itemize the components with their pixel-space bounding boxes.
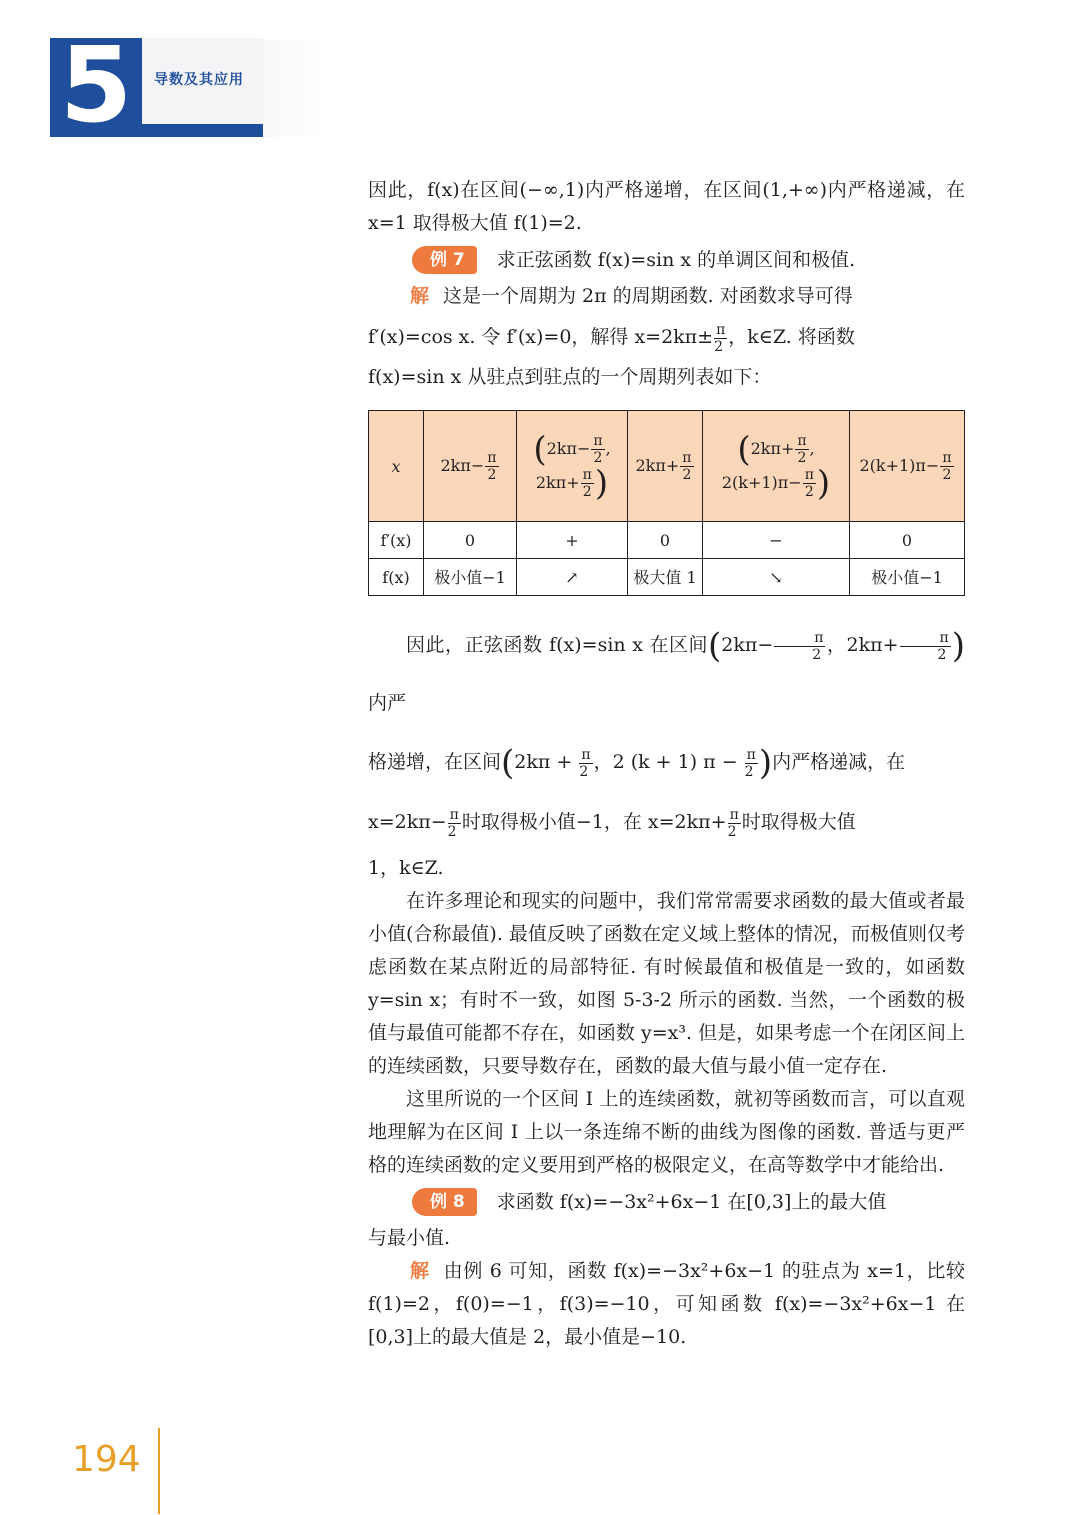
example-7-solution-line3: f(x)=sin x 从驻点到驻点的一个周期列表如下： [368, 366, 772, 388]
conclusion-line2: 格递增，在区间(2kπ + $\frac{\pi}{2}$ ，2 (k + 1) π − $\frac{\pi}{2}$ )内严格递减，在 [368, 743, 906, 783]
table-cell: ↗ [517, 559, 628, 596]
page-body [368, 174, 965, 1354]
paragraph-intro: 因此，f(x)在区间(−∞,1)内严格递增，在区间(1,+∞)内严格递减，在 x=1 取得极大值 f(1)=2. [368, 179, 965, 234]
sine-monotonic-table [368, 410, 965, 596]
solution-label: 解 [410, 285, 430, 307]
example-7-badge: 例 7 [412, 246, 477, 274]
table-cell: 0 [424, 522, 517, 559]
page-number: 194 [72, 1439, 141, 1480]
paragraph-extrema: 在许多理论和现实的问题中，我们常常需要求函数的最大值或者最小值(合称最值). 最值反映了函数在定义域上整体的情况，而极值则仅考虑函数在某点附近的局部特征. 有时候最值和极值是一致的，如函数 y=sin x；有时不一致，如图 5-3-2 所示的函数. 当然，一个函数的极值与最值可能都不存在，如函数 y=x³. 但是，如果考虑一个在闭区间上的连续函数，只要导数存在，函数的最大值与最小值一定存在. [368, 890, 965, 1077]
table-cell: 2kπ+ $\frac{\pi}{2}$ [628, 411, 703, 522]
example-8-question: 求函数 f(x)=−3x²+6x−1 在[0,3]上的最大值 [496, 1190, 887, 1213]
table-cell: 极小值−1 [424, 559, 517, 596]
conclusion-line1: 因此，正弦函数 f(x)=sin x 在区间(2kπ− $\frac{\pi}{2}$ ，2kπ+ $\frac{\pi}{2}$ )内严 [368, 626, 965, 714]
table-cell: 2kπ− $\frac{\pi}{2}$ [424, 411, 517, 522]
table-cell: 极小值−1 [850, 559, 965, 596]
conclusion-line4: 1，k∈Z. [368, 857, 444, 879]
fraction-pi-over-2: $\frac{\pi}{2}$ [714, 321, 726, 355]
example-8-header [368, 1182, 965, 1222]
example-8-badge: 例 8 [412, 1188, 477, 1216]
table-header-x: x [369, 411, 424, 522]
table-cell: 0 [628, 522, 703, 559]
example-7-solution-line2: f′(x)=cos x. 令 f′(x)=0，解得 x=2kπ± $\frac{\pi}{2}$ ，k∈Z. 将函数 [368, 321, 855, 355]
table-row-function [369, 559, 965, 596]
example-8-solution: 解 由例 6 可知，函数 f(x)=−3x²+6x−1 的驻点为 x=1，比较 f(1)=2，f(0)=−1，f(3)=−10，可知函数 f(x)=−3x²+6x−1 在[0,3]上的最大值是 2，最小值是−10. [368, 1260, 965, 1348]
table-cell: (2kπ− $\frac{\pi}{2}$ , 2kπ+ $\frac{\pi}{2}$ ) [517, 411, 628, 522]
table-row-x [369, 411, 965, 522]
paragraph-continuous: 这里所说的一个区间 I 上的连续函数，就初等函数而言，可以直观地理解为在区间 I 上以一条连绵不断的曲线为图像的函数. 普适与更严格的连续函数的定义要用到严格的极限定义，在高等数学中才能给出. [368, 1088, 965, 1176]
table-header-function: f(x) [369, 559, 424, 596]
conclusion-line3: x=2kπ− $\frac{\pi}{2}$ 时取得极小值−1，在 x=2kπ+ $\frac{\pi}{2}$ 时取得极大值 [368, 806, 856, 840]
example-7-solution-line1: 解 这是一个周期为 2π 的周期函数. 对函数求导可得 [410, 285, 853, 307]
table-header-derivative: f′(x) [369, 522, 424, 559]
table-cell: ↘ [703, 559, 850, 596]
chapter-title: 导数及其应用 [154, 72, 244, 88]
example-7-question: 求正弦函数 f(x)=sin x 的单调区间和极值. [496, 248, 856, 271]
table-cell: (2kπ+ $\frac{\pi}{2}$ , 2(k+1)π− $\frac{\pi}{2}$ ) [703, 411, 850, 522]
example-8-question-cont: 与最小值. [368, 1227, 451, 1249]
table-cell: − [703, 522, 850, 559]
chapter-number: 5 [59, 24, 133, 146]
table-row-derivative [369, 522, 965, 559]
table-cell: + [517, 522, 628, 559]
example-7-header [368, 240, 965, 280]
table-cell: 0 [850, 522, 965, 559]
table-cell: 极大值 1 [628, 559, 703, 596]
page-number-rule [158, 1428, 160, 1514]
solution-label: 解 [410, 1260, 430, 1282]
table-cell: 2(k+1)π− $\frac{\pi}{2}$ [850, 411, 965, 522]
